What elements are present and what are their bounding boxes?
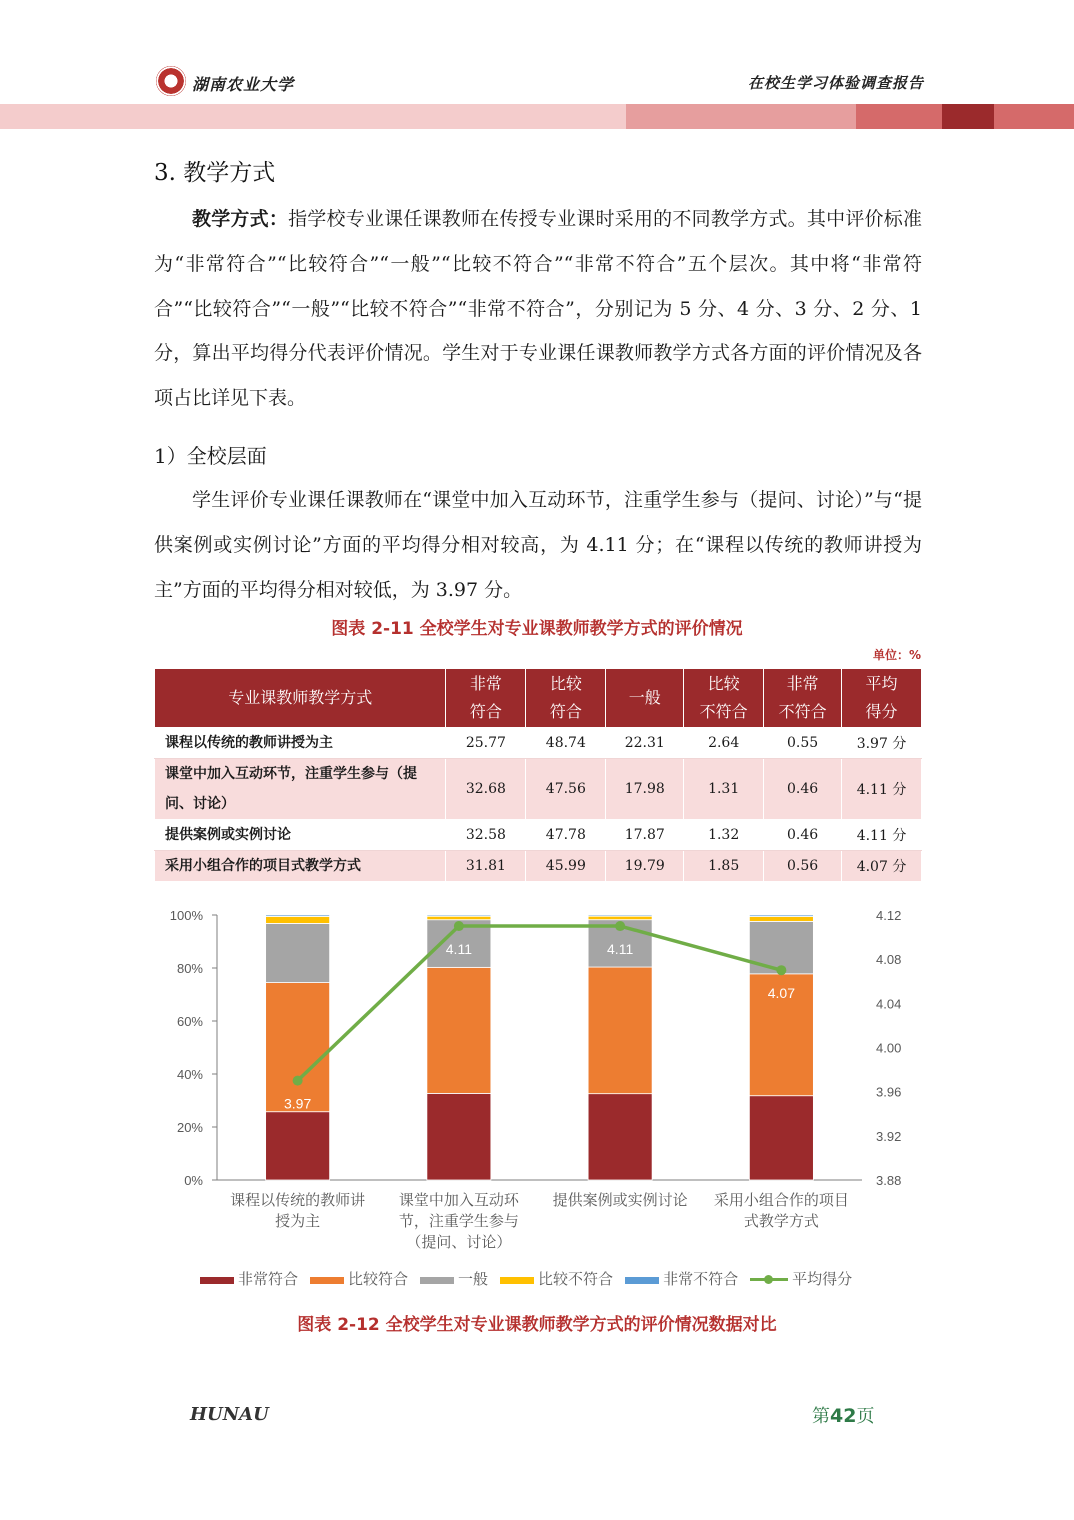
y-left-tick-label: 100%	[169, 908, 203, 923]
bar-segment	[427, 915, 491, 916]
legend-swatch	[420, 1277, 454, 1284]
page-number-value: 42	[830, 1405, 857, 1427]
page-suffix: 页	[856, 1406, 875, 1427]
y-left-tick-label: 80%	[176, 961, 203, 976]
bar-segment	[266, 1112, 330, 1180]
bar-segment	[588, 967, 652, 1094]
evaluation-table	[154, 668, 922, 882]
table-cell: 0.55	[764, 728, 842, 759]
table-cell: 48.74	[526, 728, 606, 759]
stacked-bar-line-chart	[150, 900, 930, 1260]
page-prefix: 第	[812, 1406, 830, 1427]
bar-segment	[427, 916, 491, 919]
table-cell: 22.31	[606, 728, 684, 759]
table-caption: 图表 2-11 全校学生对专业课教师教学方式的评价情况	[331, 619, 743, 639]
table-header-cell: 一般	[606, 669, 684, 728]
bar-segment	[749, 1096, 813, 1180]
definition-lead: 教学方式：	[192, 208, 289, 230]
bar-segment	[588, 1094, 652, 1180]
chart-caption: 图表 2-12 全校学生对专业课教师教学方式的评价情况数据对比	[297, 1315, 777, 1335]
legend-swatch	[310, 1277, 344, 1284]
table-cell: 3.97 分	[842, 728, 922, 759]
y-right-tick-label: 3.96	[876, 1084, 902, 1100]
table-cell: 32.68	[446, 759, 526, 820]
report-title: 在校生学习体验调查报告	[747, 74, 924, 92]
average-score-label: 4.11	[607, 941, 634, 958]
legend-item	[625, 1268, 738, 1289]
bar-segment	[427, 967, 491, 1093]
row-label: 课堂中加入互动环节，注重学生参与（提问、讨论）	[155, 759, 446, 820]
average-score-point	[776, 965, 786, 975]
table-cell: 25.77	[446, 728, 526, 759]
table-cell: 1.32	[684, 820, 764, 851]
bar-segment	[427, 1093, 491, 1180]
table-cell: 4.11 分	[842, 820, 922, 851]
x-tick-label: （提问、讨论）	[406, 1233, 512, 1251]
subheading-school-level: 1）全校层面	[154, 444, 267, 468]
footer-brand: HUNAU	[190, 1404, 269, 1425]
average-score-label: 4.07	[767, 985, 795, 1002]
y-right-tick-label: 4.12	[876, 908, 902, 923]
legend-swatch	[500, 1277, 534, 1284]
x-tick-label: 节，注重学生参与	[398, 1212, 519, 1230]
average-score-point	[615, 921, 625, 931]
row-label: 课程以传统的教师讲授为主	[155, 728, 446, 759]
legend-item	[500, 1268, 613, 1289]
table-cell: 1.31	[684, 759, 764, 820]
bar-segment	[749, 915, 813, 916]
average-score-line	[298, 926, 782, 1081]
table-cell: 1.85	[684, 851, 764, 882]
x-tick-label: 课堂中加入互动环	[398, 1191, 519, 1209]
table-cell: 17.98	[606, 759, 684, 820]
row-label: 采用小组合作的项目式教学方式	[155, 851, 446, 882]
y-right-tick-label: 4.04	[876, 996, 902, 1012]
table-cell: 47.78	[526, 820, 606, 851]
y-left-tick-label: 20%	[176, 1120, 203, 1135]
bar-segment	[588, 915, 652, 916]
table-cell: 32.58	[446, 820, 526, 851]
table-unit: 单位：%	[872, 648, 921, 662]
definition-body: 指学校专业课任课教师在传授专业课时采用的不同教学方式。其中评价标准为“非常符合”“比较符合”“一般”“比较不符合”“非常不符合”五个层次。其中将“非常符合”“比较符合”“一般”“比较不符合”“非常不符合”，分别记为 5 分、4 分、3 分、2 分、1 分，算出平均得分代表评价情况。学生对于专业课任课教师教学方式各方面的评价情况及各项占比详见下表。	[154, 208, 922, 410]
table-cell: 4.11 分	[842, 759, 922, 820]
average-score-point	[293, 1076, 303, 1086]
table-cell: 19.79	[606, 851, 684, 882]
table-row	[155, 820, 922, 851]
table-cell: 17.87	[606, 820, 684, 851]
legend-label: 比较不符合	[538, 1270, 614, 1288]
row-label: 提供案例或实例讨论	[155, 820, 446, 851]
legend-item	[310, 1268, 408, 1289]
table-header-cell: 比较 符合	[526, 669, 606, 728]
table-cell: 47.56	[526, 759, 606, 820]
table-header-cell: 非常 不符合	[764, 669, 842, 728]
average-score-label: 3.97	[284, 1095, 312, 1112]
table-cell: 31.81	[446, 851, 526, 882]
legend-swatch-line	[750, 1273, 788, 1287]
chart-legend	[200, 1268, 900, 1289]
table-header-cell: 平均 得分	[842, 669, 922, 728]
legend-label: 平均得分	[792, 1270, 853, 1288]
x-tick-label: 提供案例或实例讨论	[552, 1191, 688, 1209]
table-cell: 2.64	[684, 728, 764, 759]
table-cell: 0.56	[764, 851, 842, 882]
x-tick-label: 授为主	[275, 1212, 321, 1230]
header-band	[0, 104, 626, 129]
bar-segment	[749, 916, 813, 921]
paragraph-summary: 学生评价专业课任课教师在“课堂中加入互动环节，注重学生参与（提问、讨论）”与“提供案例或实例讨论”方面的平均得分相对较高，为 4.11 分；在“课程以传统的教师讲授为主”方面的平均得分相对较低，为 3.97 分。	[154, 489, 922, 601]
legend-item	[420, 1268, 488, 1289]
y-left-tick-label: 40%	[176, 1067, 203, 1082]
table-cell: 4.07 分	[842, 851, 922, 882]
section-title: 3. 教学方式	[154, 160, 276, 186]
table-row	[155, 728, 922, 759]
header-band	[856, 104, 942, 129]
legend-label: 非常不符合	[663, 1270, 739, 1288]
average-score-label: 4.11	[445, 941, 472, 958]
header-band	[626, 104, 856, 129]
legend-item	[750, 1268, 852, 1289]
x-tick-label: 采用小组合作的项目	[713, 1191, 849, 1209]
table-cell: 0.46	[764, 820, 842, 851]
table-row	[155, 851, 922, 882]
table-header-row	[155, 669, 922, 728]
y-right-tick-label: 3.92	[876, 1128, 902, 1144]
bar-segment	[266, 915, 330, 916]
table-cell: 45.99	[526, 851, 606, 882]
y-right-tick-label: 3.88	[876, 1173, 902, 1188]
x-tick-label: 式教学方式	[743, 1212, 819, 1230]
bar-segment	[266, 983, 330, 1112]
legend-label: 非常符合	[238, 1270, 299, 1288]
table-header-cell: 专业课教师教学方式	[155, 669, 446, 728]
bar-segment	[266, 923, 330, 982]
legend-swatch	[625, 1277, 659, 1284]
university-logo	[156, 66, 186, 96]
average-score-point	[454, 921, 464, 931]
legend-label: 一般	[458, 1270, 489, 1288]
table-cell: 0.46	[764, 759, 842, 820]
y-left-tick-label: 0%	[184, 1173, 203, 1188]
university-name: 湖南农业大学	[192, 75, 295, 94]
legend-item	[200, 1268, 298, 1289]
page-number	[812, 1402, 874, 1428]
table-header-cell: 非常 符合	[446, 669, 526, 728]
x-tick-label: 课程以传统的教师讲	[230, 1191, 366, 1209]
y-left-tick-label: 60%	[176, 1014, 203, 1029]
table-row	[155, 759, 922, 820]
y-right-tick-label: 4.00	[876, 1040, 902, 1056]
legend-swatch	[200, 1277, 234, 1284]
legend-label: 比较符合	[348, 1270, 409, 1288]
y-right-tick-label: 4.08	[876, 952, 902, 968]
bar-segment	[266, 916, 330, 923]
bar-segment	[588, 916, 652, 919]
paragraph-definition	[154, 197, 922, 421]
header-band	[994, 104, 1074, 129]
header-band	[942, 104, 994, 129]
table-header-cell: 比较 不符合	[684, 669, 764, 728]
